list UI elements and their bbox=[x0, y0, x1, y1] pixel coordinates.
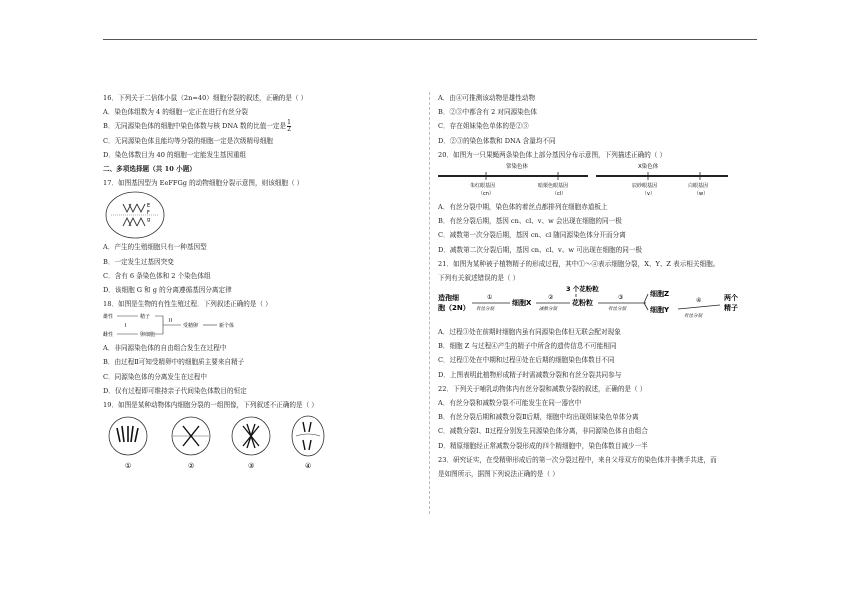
gene-v-label: 辰砂眼基因 bbox=[632, 182, 658, 189]
q23-stem-cont: 是如图所示，据图下列说法正确的是（ ） bbox=[438, 469, 559, 478]
right-column bbox=[438, 91, 760, 481]
egg-label: 卵细胞 bbox=[140, 332, 156, 339]
two-sperm-line1: 两个 bbox=[724, 294, 738, 303]
gene-cn-symbol: （cn） bbox=[478, 190, 494, 197]
three-pollen-label: 3 个花粉粒 bbox=[566, 285, 599, 294]
step-one-label: I bbox=[125, 323, 127, 330]
cell-3 bbox=[232, 417, 270, 470]
q19-option-b: B．②③中都含有 2 对同源染色体 bbox=[438, 108, 537, 117]
cell-z-label: 细胞Z bbox=[650, 290, 670, 299]
q23-stem: 23．研究证实，在受精卵形成后的第一次分裂过程中，来自父母双方的染色体并非携手共进，而 bbox=[438, 455, 717, 464]
cell-4-label: ④ bbox=[305, 462, 312, 471]
q19-option-c: C．存在姐妹染色单体的是②③ bbox=[438, 122, 529, 131]
gene-label-g: g bbox=[147, 217, 151, 224]
q21-stem-cont: 下列有关叙述错误的是（ ） bbox=[438, 273, 520, 282]
q16-option-d: D．染色体数目为 40 的细胞一定能发生基因重组 bbox=[103, 150, 247, 159]
q17-option-a: A．产生的生殖细胞只有一种基因型 bbox=[103, 243, 207, 252]
q21-option-c: C．过程①处在中期和过程④处在后期的细胞染色体数目不同 bbox=[438, 356, 615, 365]
step-3-number: ③ bbox=[618, 294, 624, 302]
section-heading: 二、多项选择题（共 10 小题） bbox=[103, 164, 196, 173]
gene-cn-label: 朱红眼基因 bbox=[470, 182, 496, 189]
q18-figure bbox=[103, 311, 421, 341]
gene-w-symbol: （w） bbox=[694, 190, 709, 197]
sexual-reproduction-diagram bbox=[103, 311, 263, 341]
q21-stem: 21．如图为某种被子植物精子的形成过程，其中①～④表示细胞分裂，X、Y、Z 表示相关细胞。 bbox=[438, 259, 720, 268]
cell-y-label: 细胞Y bbox=[650, 306, 670, 315]
q18-option-a: A．非同源染色体的自由组合发生在过程中 bbox=[103, 344, 227, 353]
new-individual-label: 新个体 bbox=[219, 323, 235, 330]
start-cell-line2: 胞（2N） bbox=[438, 304, 470, 313]
q19-figure bbox=[103, 412, 421, 472]
q21-option-d: D．上图表明此植物形成精子时需减数分裂和有丝分裂共同参与 bbox=[438, 370, 622, 379]
cell-3-label: ③ bbox=[248, 462, 255, 471]
step-1-number: ① bbox=[487, 294, 493, 302]
gene-label-f: F bbox=[147, 210, 150, 217]
step-2-type: 减数分裂 bbox=[539, 307, 557, 313]
cell-division-diagram bbox=[103, 190, 173, 240]
q17-option-d: D．该细胞 G 和 g 的分离遵循基因分离定律 bbox=[103, 285, 232, 294]
q21-option-a: A．过程③处在前期时细胞内虽有同源染色体但无联会配对现象 bbox=[438, 328, 621, 337]
q22-option-c: C．减数分裂Ⅰ、Ⅱ过程分别发生同源染色体分离，非同源染色体自由组合 bbox=[438, 427, 648, 436]
female-label: 雌性 bbox=[103, 332, 114, 339]
q22-option-a: A．有丝分裂和减数分裂不可能发生在同一器官中 bbox=[438, 399, 582, 407]
step-2-number: ② bbox=[548, 294, 554, 302]
chromosome-gene-map bbox=[438, 162, 760, 200]
q16-option-c: C．无同源染色体且能均等分裂的细胞一定是次级精母细胞 bbox=[103, 136, 273, 145]
cell-2-label: ② bbox=[188, 462, 195, 471]
cell-1 bbox=[109, 417, 147, 470]
cell-x-label: 细胞X bbox=[512, 299, 532, 308]
q16-option-b bbox=[103, 119, 421, 133]
cell-2 bbox=[172, 417, 210, 470]
q17-stem: 17．如图基因型为 EeFFGg 的动物细胞分裂示意图，则该细胞（ ） bbox=[103, 179, 304, 188]
x-chromosome-label: X染色体 bbox=[638, 163, 659, 170]
q17-option-b: B．一定发生过基因突变 bbox=[103, 257, 174, 266]
cell-images bbox=[103, 412, 421, 472]
step-1-type: 有丝分裂 bbox=[476, 307, 494, 313]
gene-cl-label: 暗栗色眼基因 bbox=[538, 182, 569, 189]
q16-stem: 16．下列关于二倍体小鼠（2n=40）细胞分裂的叙述，正确的是（ ） bbox=[103, 94, 308, 102]
q19-option-a: A．由④可推测该动物是雄性动物 bbox=[438, 94, 536, 102]
autosome-label: 常染色体 bbox=[506, 163, 529, 170]
gene-label-e: E bbox=[147, 203, 151, 210]
q20-figure bbox=[438, 162, 760, 200]
q16-option-b-text: B．无同源染色体的细胞中染色体数与核 DNA 数的比值一定是 bbox=[103, 122, 287, 131]
q19-stem: 19．如图是某种动物体内细胞分裂的一组图像，下列叙述不正确的是（ ） bbox=[103, 401, 318, 409]
q20-option-a: A．有丝分裂中期，染色体的着丝点都排列在细胞赤道板上 bbox=[438, 202, 608, 211]
q18-stem: 18．如图是生物的有性生殖过程．下列叙述正确的是（ ） bbox=[103, 300, 272, 309]
gene-cl-symbol: （cl） bbox=[552, 190, 567, 197]
q17-option-c: C．含有 6 条染色体和 2 个染色体组 bbox=[103, 271, 211, 280]
q22-option-d: D．精原细胞经正常减数分裂形成的四个精细胞中，染色体数目减少一半 bbox=[438, 441, 648, 450]
q20-stem: 20．如图为一只果蝇两条染色体上部分基因分布示意图，下列描述正确的（ ） bbox=[438, 150, 667, 159]
step-3-type: 有丝分裂 bbox=[608, 307, 626, 313]
two-sperm-line2: 精子 bbox=[724, 304, 738, 313]
q20-option-d: D．减数第二次分裂后期，基因 cn、cl、v、w 可出现在细胞的同一极 bbox=[438, 245, 643, 254]
gene-v-symbol: （v） bbox=[642, 190, 655, 197]
zygote-label: 受精卵 bbox=[183, 323, 199, 330]
start-cell-line1: 造孢细 bbox=[438, 294, 459, 303]
step-4-type: 有丝分裂 bbox=[684, 314, 702, 320]
pollen-label: 花粉粒 bbox=[572, 299, 593, 308]
cell-4 bbox=[292, 416, 324, 470]
q21-option-b: B．细胞 Z 与过程④产生的精子中所含的遗传信息不可能相同 bbox=[438, 342, 617, 351]
q22-stem: 22．下列关于哺乳动物体内有丝分裂和减数分裂的叙述，正确的是（ ） bbox=[438, 384, 647, 393]
q16-option-a: A．染色体组数为 4 的细胞一定正在进行有丝分裂 bbox=[103, 108, 249, 117]
fraction-numerator: 1 bbox=[287, 118, 291, 126]
q20-option-c: C．减数第一次分裂后期，基因 cn、cl 随同源染色体分开而分离 bbox=[438, 231, 626, 240]
q22-option-b: B．有丝分裂后期和减数分裂Ⅱ后期，细胞中均出现姐妹染色单体分离 bbox=[438, 413, 639, 422]
q18-option-d: D．仅有过程即可维持亲子代间染色体数目的恒定 bbox=[103, 386, 247, 395]
sperm-formation-diagram bbox=[438, 285, 760, 325]
fraction bbox=[287, 120, 291, 133]
q18-option-c: C．同源染色体的分离发生在过程中 bbox=[103, 372, 207, 381]
gene-w-label: 白眼基因 bbox=[688, 182, 709, 189]
q18-option-b: B．由过程Ⅱ可知受精卵中的细胞质主要来自精子 bbox=[103, 358, 245, 367]
q20-option-b: B．有丝分裂后期，基因 cn、cl、v、w 会出现在细胞的同一极 bbox=[438, 217, 622, 226]
male-label: 雄性 bbox=[103, 314, 114, 321]
cell-1-label: ① bbox=[125, 462, 132, 471]
q19-option-d: D．②③的染色体数和 DNA 含量均不同 bbox=[438, 136, 556, 145]
column-divider bbox=[429, 92, 430, 514]
left-column bbox=[103, 91, 421, 472]
step-4-number: ④ bbox=[696, 297, 702, 305]
sperm-label: 精子 bbox=[140, 314, 151, 321]
q21-figure bbox=[438, 285, 760, 325]
header-rule bbox=[103, 39, 757, 40]
fraction-denominator: 2 bbox=[287, 125, 291, 133]
q17-figure bbox=[103, 190, 421, 240]
step-two-label: II bbox=[169, 318, 172, 325]
